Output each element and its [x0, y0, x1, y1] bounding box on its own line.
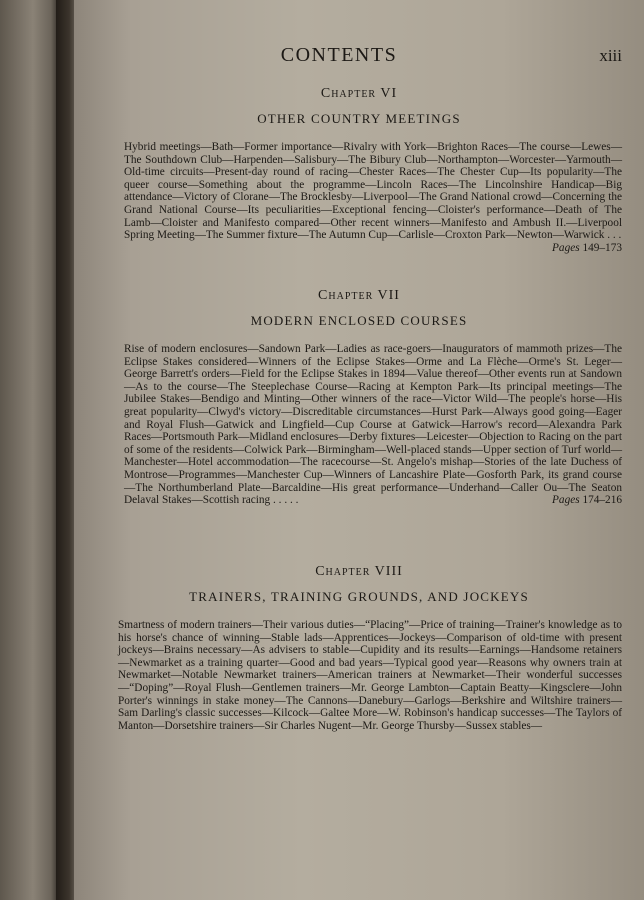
page-range: [552, 494, 622, 507]
chapter-number: Chapter VII: [318, 288, 400, 303]
chapter-section: [74, 564, 644, 732]
book-page: [74, 0, 644, 900]
page-title: CONTENTS: [280, 44, 398, 66]
chapter-section: [74, 288, 644, 507]
page-range-label: Pages: [552, 494, 580, 507]
chapter-title: MODERN ENCLOSED COURSES: [250, 313, 468, 328]
chapter-summary: [74, 343, 644, 507]
chapter-title: OTHER COUNTRY MEETINGS: [257, 111, 461, 126]
page-range: [552, 242, 622, 255]
page-range-label: Pages: [552, 241, 580, 254]
chapter-summary-text: Rise of modern enclosures—Sandown Park—Ladies as race-goers—Inaugurators of mammoth prizes—The Eclipse Stakes considered—Winners of the Eclipse Stakes—Orme and La Flèche—Orme's St. Leger—George Barrett's orders—Field for the Eclipse Stakes in 1894—Value thereof—Other events run at Sandown—As to the course—The Steeplechase Course—Racing at Kempton Park—Its principal meetings—The Jubilee Stakes—Bendigo and Minting—Other winners of the race—Victor Wild—The people's horse—His great popularity—Clwyd's victory—Discreditable circumstances—Hurst Park—Always good going—Eager and Royal Flush—Gatwick and Lingfield—Cup Course at Gatwick—Harrow's record—Alexandra Park Races—Portsmouth Park—Midland enclosures—Derby fixtures—Leicester—Objection to Racing on the part of some of the residents—Colwick Park—Birmingham—Well-placed stands—Upper section of Turf world—Manchester—Hotel accommodation—The racecourse—St. Angelo's mishap—Stories of the late Duchess of Montrose—Programmes—Manchester Cup—Winners of Lancashire Plate—Gosforth Park, its grand course—The Northumberland Plate—Barcaldine—His great performance—Underhand—Caller Ou—The Seaton Delaval Stakes—Scottish racing . . . . .: [124, 343, 622, 507]
chapter-number: Chapter VI: [320, 86, 398, 101]
chapter-summary-text: Smartness of modern trainers—Their various duties—“Placing”—Price of training—Trainer's knowledge as to his horse's chance of winning—Stable lads—Apprentices—Jockeys—Comparison of old-time with present jockeys—Brains necessary—As advisers to stable—Cupidity and its results—Earnings—Handsome retainers—Newmarket as a training quarter—Good and bad years—Typical good year—Reasons why owners train at Newmarket—Notable Newmarket trainers—American trainers at Newmarket—Their wonderful successes—“Doping”—Royal Flush—Gentlemen trainers—Mr. George Lambton—Captain Beatty—Kingsclere—John Porter's winnings in stake money—The Cannons—Danebury—Garlogs—Berkshire and Wiltshire trainers—Sam Darling's classic successes—Kilcock—Galtee More—W. Robinson's handicap successes—The Taylors of Manton—Dorsetshire trainers—Sir Charles Nugent—Mr. George Thursby—Sussex stables—: [118, 619, 622, 732]
chapter-summary: [74, 141, 644, 254]
left-page-edge: [0, 0, 60, 900]
page-range-value: 174–216: [582, 494, 622, 507]
running-header: [74, 42, 644, 72]
chapter-summary-text: Hybrid meetings—Bath—Former importance—Rivalry with York—Brighton Races—The course—Lewes—The Southdown Club—Harpenden—Salisbury—The Bibury Club—Northampton—Worcester—Yarmouth—Old-time circuits—Present-day round of racing—Chester Races—The Chester Cup—Its popularity—The queer course—Something about the programme—Lincoln Races—The Lincolnshire Handicap—Big attendance—Victory of Clorane—The Brocklesby—Liverpool—The Grand National crowd—Concerning the Grand National Course—Its peculiarities—Exceptional fencing—Cloister's performance—Death of The Lamb—Cloister and Manifesto compared—Other recent winners—Manifesto and Ambush II.—Liverpool Spring Meeting—The Summer fixture—The Autumn Cup—Carlisle—Croxton Park—Newton—Warwick . . .: [124, 141, 622, 242]
page-number: xiii: [599, 46, 622, 65]
chapter-title: TRAINERS, TRAINING GROUNDS, AND JOCKEYS: [189, 589, 529, 604]
chapter-number: Chapter VIII: [315, 564, 403, 579]
chapter-summary: [74, 619, 644, 732]
page-range-value: 149–173: [582, 241, 622, 254]
chapter-section: [74, 86, 644, 254]
